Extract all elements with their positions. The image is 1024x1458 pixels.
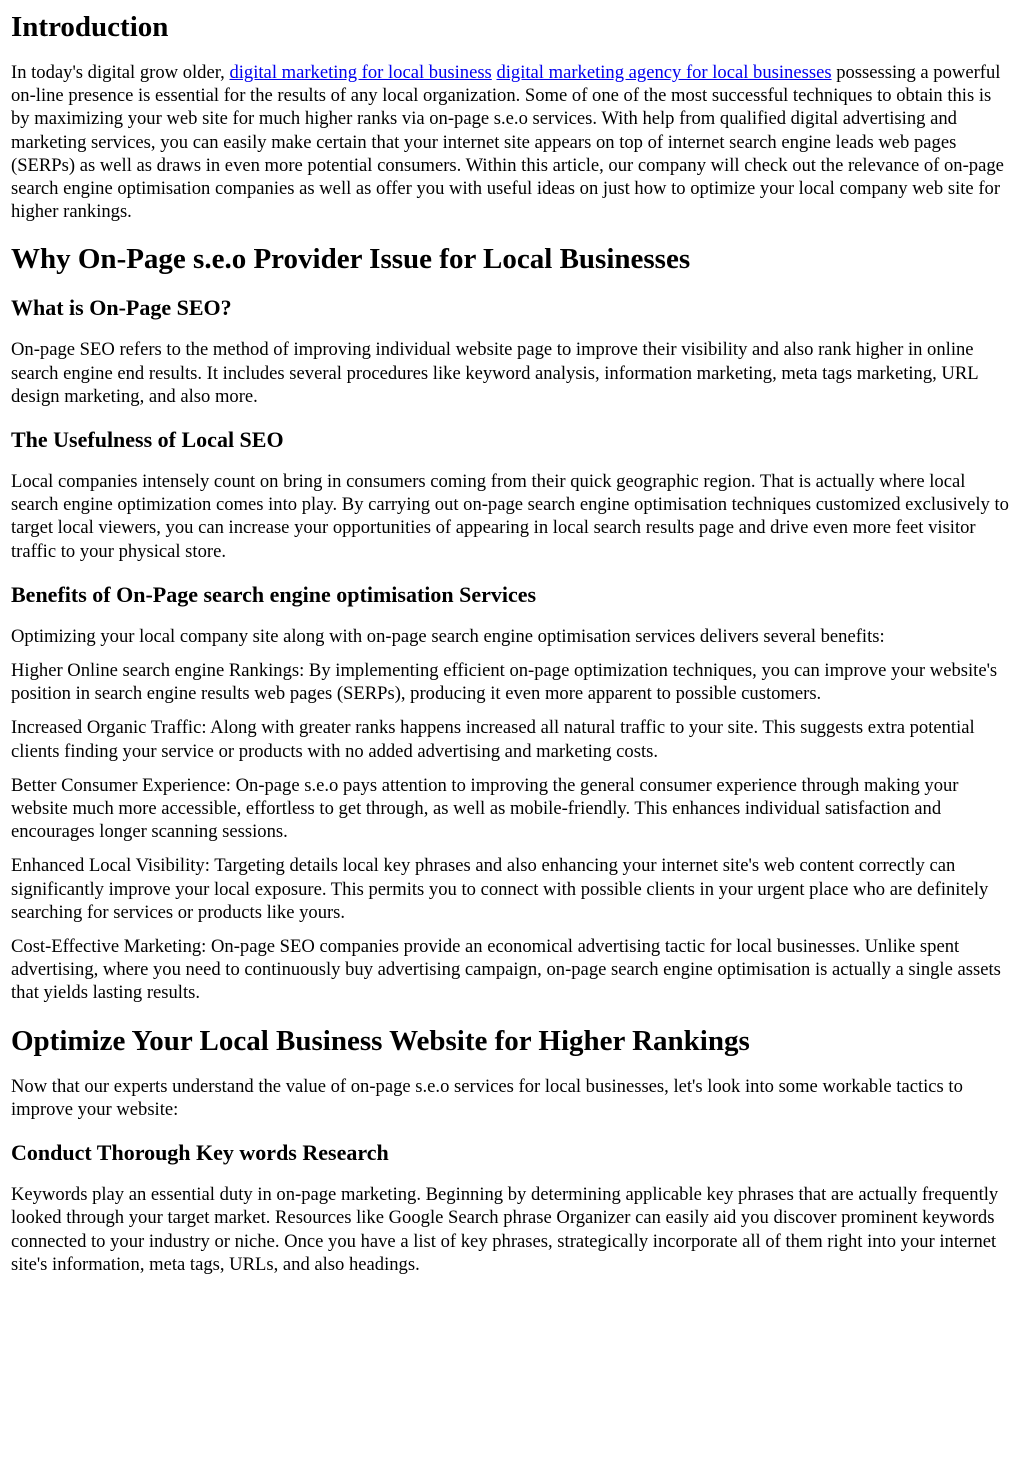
optimize-heading: Optimize Your Local Business Website for Higher Rankings [11,1024,750,1057]
benefit-paragraph: Cost-Effective Marketing: On-page SEO companies provide an economical advertising tactic for local businesses. Unlike spent advertising, where you need to continuously buy advertising campaign, on-page search engine optimisation is actually a single assets that yields lasting results. [11,936,1001,1004]
intro-heading: Introduction [11,11,169,43]
what-is-onpage-heading: What is On-Page SEO? [11,295,232,321]
article [0,10,1024,1276]
intro-text-after-links: possessing a powerful on-line presence is essential for the results of any local organization. Some of one of the most successful techniques to obtain this is by maximizing your web site for much higher ranks via on-page s.e.o services. With help from qualified digital advertising and marketing services, you can easily make certain that your internet site appears on top of internet search engine leads web pages (SERPs) as well as draws in even more potential consumers. Within this article, our company will check out the relevance of on-page search engine optimisation companies as well as offer you with useful ideas on just how to optimize your local company web site for higher rankings. [11,62,1004,223]
link-digital-marketing-local-business[interactable]: digital marketing for local business [229,62,492,83]
benefits-intro: Optimizing your local company site along with on-page search engine optimisation services delivers several benefits: [11,625,885,647]
benefit-paragraph: Increased Organic Traffic: Along with greater ranks happens increased all natural traffic to your site. This suggests extra potential clients finding your service or products with no added advertising and marketing costs. [11,717,975,762]
benefit-paragraph: Higher Online search engine Rankings: By implementing efficient on-page optimization techniques, you can improve your website's position in search engine results web pages (SERPs), producing it even more apparent to possible customers. [11,660,998,705]
benefit-paragraph: Enhanced Local Visibility: Targeting details local key phrases and also enhancing your internet site's web content correctly can significantly improve your local exposure. This permits you to connect with possible clients in your urgent place who are definitely searching for services or products like yours. [11,855,989,923]
benefit-paragraph: Better Consumer Experience: On-page s.e.o pays attention to improving the general consumer experience through making your website much more accessible, effortless to get through, as well as mobile-friendly. This enhances individual satisfaction and encourages longer scanning sessions. [11,774,959,843]
link-digital-marketing-agency[interactable]: digital marketing agency for local businesses [496,62,832,83]
keywords-paragraph: Keywords play an essential duty in on-page marketing. Beginning by determining applicable key phrases that are actually frequently looked through your target market. Resources like Google Search phrase Organizer can easily aid you discover prominent keywords connected to your industry or niche. Once you have a list of key phrases, strategically incorporate all of them right into your internet site's information, meta tags, URLs, and also headings. [11,1184,999,1275]
what-is-onpage-paragraph: On-page SEO refers to the method of improving individual website page to improve their visibility and also rank higher in online search engine end results. It includes several procedures like keyword analysis, information marketing, meta tags marketing, URL design marketing, and also more. [11,339,978,407]
intro-text-before-links: In today's digital grow older, [11,62,230,83]
intro-paragraph [11,61,1013,223]
optimize-intro: Now that our experts understand the value of on-page s.e.o services for local businesses, let's look into some workable tactics to improve your website: [11,1075,963,1120]
keywords-heading: Conduct Thorough Key words Research [11,1140,389,1166]
benefits-heading: Benefits of On-Page search engine optimisation Services [11,581,537,607]
usefulness-heading: The Usefulness of Local SEO [11,427,284,453]
why-heading: Why On-Page s.e.o Provider Issue for Local Businesses [11,243,691,276]
usefulness-paragraph: Local companies intensely count on bring in consumers coming from their quick geographic region. That is actually where local search engine optimization comes into play. By carrying out on-page search engine optimisation techniques customized exclusively to target local viewers, you can increase your opportunities of appearing in local search results page and drive even more feet visitor traffic to your physical store. [11,471,1009,562]
